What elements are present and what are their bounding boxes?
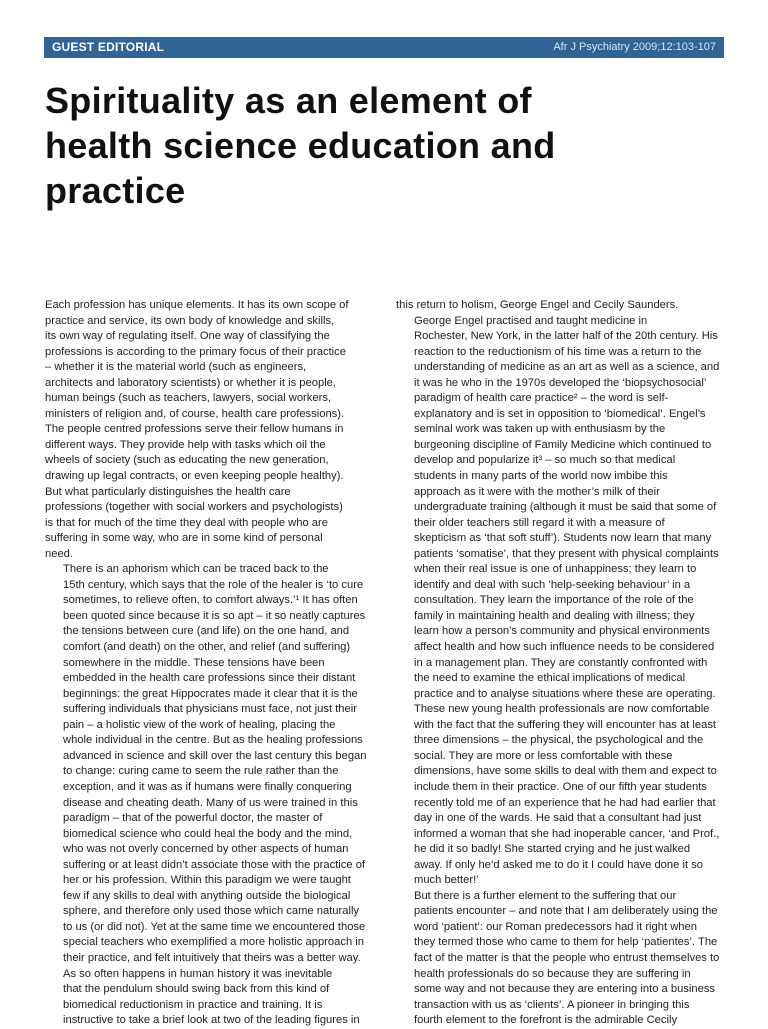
text-line: architects and laboratory scientists) or whether it is people, (45, 376, 337, 389)
text-line: undergraduate training (although it must be said that some of (414, 501, 717, 514)
text-line: few if any skills to deal with anything outside the biological (63, 889, 351, 902)
text-line: recently told me of an experience that he had had earlier that (414, 796, 716, 809)
text-line: comfort (and death) on the other, and relief (and suffering) (63, 641, 351, 654)
text-line: fourth element to the forefront is the admirable Cecily (414, 1014, 678, 1027)
text-line: Each profession has unique elements. It has its own scope of (45, 299, 349, 311)
text-line: sometimes, to relieve often, to comfort always.’¹ It has often (63, 594, 358, 607)
text-line: understanding of medicine as an art as well as a science, and (414, 361, 720, 374)
text-line: exception, and it was as if humans were finally conquering (63, 780, 352, 793)
text-line: patients ‘somatise’, that they present with physical complaints (414, 547, 719, 560)
text-line: include them in their practice. One of our fifth year students (414, 780, 707, 793)
text-line: much better!’ (414, 874, 479, 887)
text-line: ministers of religion and, of course, health care professions). (45, 407, 345, 420)
text-line: reaction to the reductionism of his time was a return to the (414, 345, 702, 358)
text-line: professions is according to the primary focus of their practice (45, 345, 346, 358)
text-line: suffering individuals that physicians must face, not just their (63, 703, 357, 716)
text-line: three dimensions – the physical, the psychological and the (414, 734, 704, 747)
text-line: to us (or did not). Yet at the same time we encountered those (63, 920, 366, 933)
text-line: away. If only he’d asked me to do it I could have done it so (414, 858, 703, 871)
journal-header-bar (44, 37, 724, 58)
text-line: somewhere in the middle. These tensions have been (63, 656, 325, 669)
text-line: their practice, and felt intuitively that theirs was a better way. (63, 951, 361, 964)
text-line: wheels of society (such as educating the new generation, (45, 454, 329, 467)
text-line: is that for much of the time they deal with people who are (45, 516, 328, 529)
body-paragraph (45, 298, 367, 562)
text-line: to change: curing came to seem the rule rather than the (63, 765, 339, 778)
text-line: identify and deal with such ‘help-seeking behaviour’ in a (414, 578, 691, 591)
body-paragraph (396, 889, 718, 1029)
text-line: explanatory and is set in opposition to ‘biomedical’. Engel’s (414, 407, 706, 420)
text-line: sphere, and therefore only used those which came naturally (63, 905, 360, 918)
text-line: that the pendulum should swing back from this kind of (63, 983, 330, 996)
journal-citation: Afr J Psychiatry 2009;12:103-107 (553, 41, 716, 53)
text-line: embedded in the health care professions since their distant (63, 672, 356, 685)
text-line: suffering or at least didn’t associate those with the practice of (63, 858, 366, 871)
text-line: it was he who in the 1970s developed the ‘biopsychosocial’ (414, 376, 707, 389)
text-line: informed a woman that she had inoperable cancer, ‘and Prof., (414, 827, 720, 840)
right-text-column (396, 298, 718, 1029)
body-paragraph (396, 298, 718, 314)
text-line: beginnings: the great Hippocrates made it clear that it is the (63, 687, 358, 700)
text-line: Rochester, New York, in the latter half of the 20th century. His (414, 330, 718, 343)
text-line: her or his profession. Within this paradigm we were taught (63, 874, 351, 887)
text-line: George Engel practised and taught medicine in (414, 314, 648, 327)
text-line: transaction with us as ‘clients’. A pioneer in bringing this (414, 998, 690, 1011)
text-line: their older teachers still regard it with a measure of (414, 516, 665, 529)
text-line: they termed those who came to them for help ‘patientes’. The (414, 936, 718, 949)
text-line: learn how a person’s community and physical environments (414, 625, 710, 638)
text-line: the tensions between cure (and life) on the one hand, and (63, 625, 350, 638)
text-line: suffering in some way, who are in some kind of personal (45, 532, 323, 545)
text-line: advanced in science and skill over the last century this began (63, 749, 367, 762)
text-line: There is an aphorism which can be traced back to the (63, 563, 329, 576)
text-line: consultation. They learn the importance of the role of the (414, 594, 694, 607)
text-line: been quoted since because it is so apt – it so neatly captures (63, 609, 366, 622)
text-line: dimensions, have some skills to deal with them and expect to (414, 765, 717, 778)
text-line: health professionals do so because they are suffering in (414, 967, 691, 980)
text-line: family in maintaining health and dealing with illness; they (414, 609, 695, 622)
text-line: its own way of regulating itself. One way of classifying the (45, 330, 330, 343)
text-line: pain – a holistic view of the work of healing, placing the (63, 718, 336, 731)
text-line: The people centred professions serve their fellow humans in (45, 423, 344, 436)
text-line: affect health and how such influence needs to be considered (414, 641, 715, 654)
text-line: seminal work was taken up with enthusiasm by the (414, 423, 666, 436)
text-line: special teachers who exemplified a more holistic approach in (63, 936, 364, 949)
text-line: As so often happens in human history it was inevitable (63, 967, 333, 980)
text-line: burgeoning discipline of Family Medicine which continued to (414, 438, 712, 451)
text-line: biomedical reductionism in practice and training. It is (63, 998, 323, 1011)
text-line: These new young health professionals are now comfortable (414, 703, 710, 716)
text-line: this return to holism, George Engel and Cecily Saunders. (396, 299, 679, 311)
text-line: practice and service, its own body of knowledge and skills, (45, 314, 335, 327)
left-text-column (45, 298, 367, 1029)
text-line: in a management plan. They are constantly confronted with (414, 656, 708, 669)
text-line: need. (45, 547, 73, 560)
text-line: fact of the matter is that the people who entrust themselves to (414, 951, 720, 964)
text-line: biomedical science who could heal the body and the mind, (63, 827, 353, 840)
text-line: patients encounter – and note that I am deliberately using the (414, 905, 718, 918)
text-line: – whether it is the material world (such as engineers, (45, 361, 307, 374)
text-line: But what particularly distinguishes the health care (45, 485, 291, 498)
article-title (45, 78, 705, 213)
text-line: instructive to take a brief look at two of the leading figures in (63, 1014, 360, 1027)
text-line: who was not overly concerned by other aspects of human (63, 843, 349, 856)
body-paragraph (45, 967, 367, 1029)
text-line: word ‘patient’: our Roman predecessors had it right when (414, 920, 697, 933)
text-line: paradigm of health care practice² – the word is self- (414, 392, 669, 405)
text-line: when their real issue is one of unhappiness; they learn to (414, 563, 697, 576)
body-paragraph (396, 314, 718, 889)
title-line: Spirituality as an element of (45, 80, 532, 121)
text-line: disease and cheating death. Many of us were trained in this (63, 796, 358, 809)
text-line: students in many parts of the world now imbibe this (414, 470, 668, 483)
title-line: practice (45, 170, 186, 211)
text-line: skepticism as ‘that soft stuff’). Students now learn that many (414, 532, 712, 545)
text-line: drawing up legal contracts, or even keeping people healthy). (45, 470, 344, 483)
text-line: social. They are more or less comfortable with these (414, 749, 673, 762)
text-line: some way and not because they are entering into a business (414, 983, 716, 996)
title-line: health science education and (45, 125, 556, 166)
text-line: develop and popularize it³ – so much so that medical (414, 454, 676, 467)
text-line: human beings (such as teachers, lawyers, social workers, (45, 392, 332, 405)
text-line: But there is a further element to the suffering that our (414, 889, 677, 902)
text-line: paradigm – that of the powerful doctor, the master of (63, 812, 323, 825)
text-line: the need to examine the ethical implications of medical (414, 672, 686, 685)
text-line: different ways. They provide help with tasks which oil the (45, 438, 326, 451)
text-line: he did it so badly! She started crying and he just walked (414, 843, 691, 856)
text-line: with the fact that the suffering they will encounter has at least (414, 718, 717, 731)
text-line: 15th century, which says that the role of the healer is ‘to cure (63, 578, 364, 591)
text-line: approach as it were with the mother’s milk of their (414, 485, 660, 498)
body-paragraph (45, 562, 367, 966)
section-label: GUEST EDITORIAL (52, 40, 165, 54)
text-line: whole individual in the centre. But as the healing professions (63, 734, 363, 747)
text-line: professions (together with social workers and psychologists) (45, 501, 343, 514)
text-line: day in one of the wards. He said that a consultant had just (414, 812, 702, 825)
text-line: practice and to analyse situations where these are operating. (414, 687, 716, 700)
